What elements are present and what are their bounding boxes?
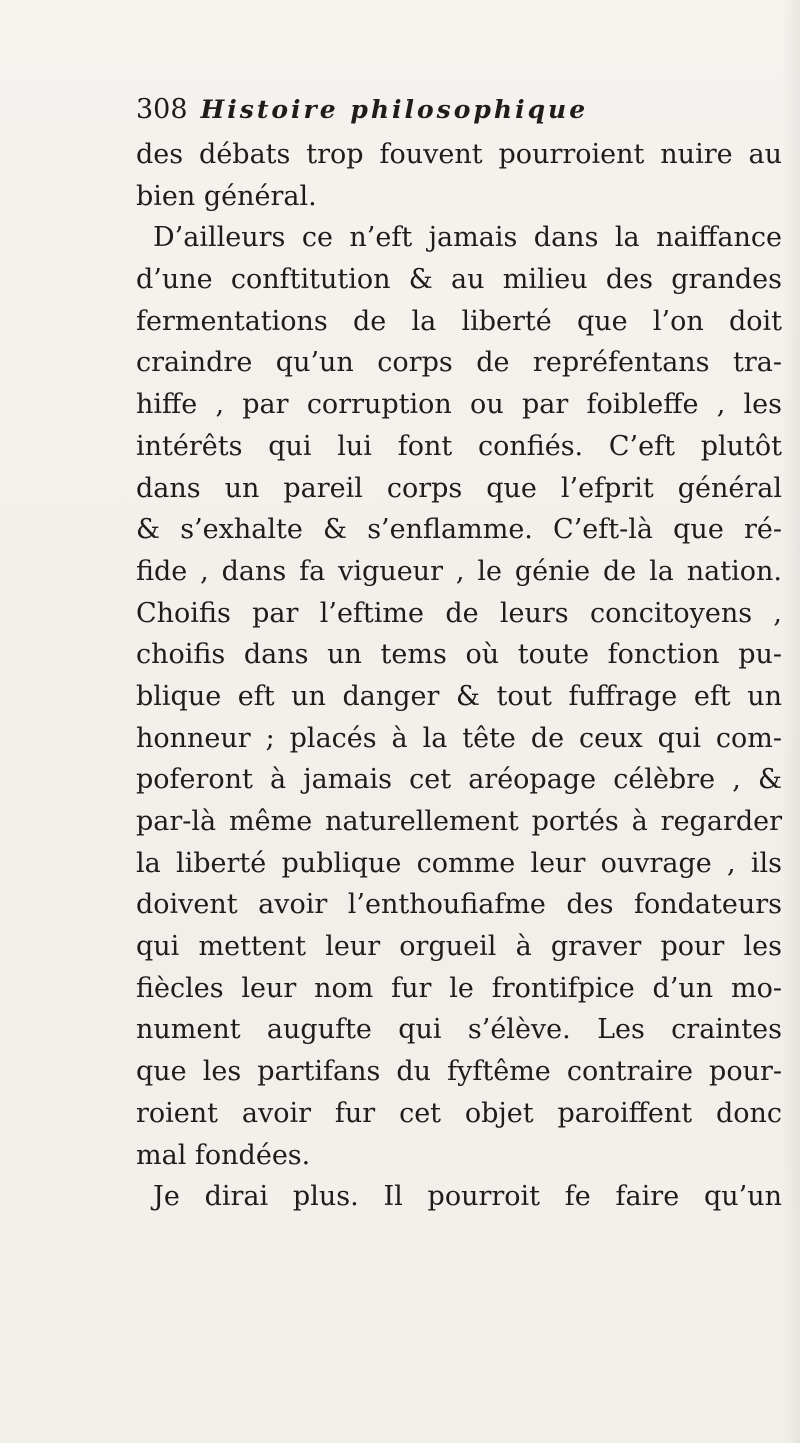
text-line: des débats trop fouvent pourroient nuire au	[136, 139, 782, 170]
text-line: blique eft un danger & tout fuffrage eft un	[136, 680, 782, 712]
text-line: dans un pareil corps que l’efprit général	[136, 472, 782, 504]
text-line: que les partifans du fyftême contraire pour-	[136, 1056, 782, 1088]
text-line: choifis dans un tems où toute fonction pu-	[136, 639, 782, 671]
text-line: honneur ; placés à la tête de ceux qui com-	[136, 722, 782, 754]
text-line: hiffe , par corruption ou par foibleffe , les	[136, 389, 782, 421]
text-line: poferont à jamais cet aréopage célèbre , &	[136, 764, 782, 796]
text-line: mal fondées.	[136, 1139, 311, 1171]
text-line: & s’exhalte & s’enflamme. C’eft-là que ré-	[136, 514, 782, 546]
text-line: par-là même naturellement portés à regarder	[136, 806, 782, 837]
text-line: Je dirai plus. Il pourroit fe faire qu’un	[153, 1181, 782, 1213]
text-line: fermentations de la liberté que l’on doit	[136, 305, 782, 337]
text-line: doivent avoir l’enthoufiafme des fondateurs	[136, 889, 782, 921]
text-line: nument augufte qui s’élève. Les craintes	[136, 1014, 782, 1046]
text-line: Choifis par l’eftime de leurs concitoyens ,	[136, 597, 782, 629]
text-line: la liberté publique comme leur ouvrage , ils	[136, 847, 782, 879]
text-line: roient avoir fur cet objet paroiffent donc	[136, 1097, 782, 1129]
text-line: D’ailleurs ce n’eft jamais dans la naiffance	[153, 222, 782, 254]
page-number: 308	[136, 94, 188, 125]
text-line: fiècles leur nom fur le frontifpice d’un mo-	[136, 972, 782, 1004]
text-line: fide , dans fa vigueur , le génie de la nation.	[136, 555, 782, 587]
page-edge-shadow	[782, 0, 800, 1443]
text-line: craindre qu’un corps de repréfentans tra-	[136, 347, 782, 379]
body-text	[136, 134, 782, 1218]
page-header	[136, 94, 776, 130]
running-title: Histoire philosophique	[200, 95, 589, 124]
text-line: qui mettent leur orgueil à graver pour les	[136, 931, 782, 963]
text-line: d’une conftitution & au milieu des grandes	[136, 264, 782, 296]
text-line: bien général.	[136, 180, 317, 212]
text-line: intérêts qui lui font confiés. C’eft plutôt	[136, 430, 782, 462]
